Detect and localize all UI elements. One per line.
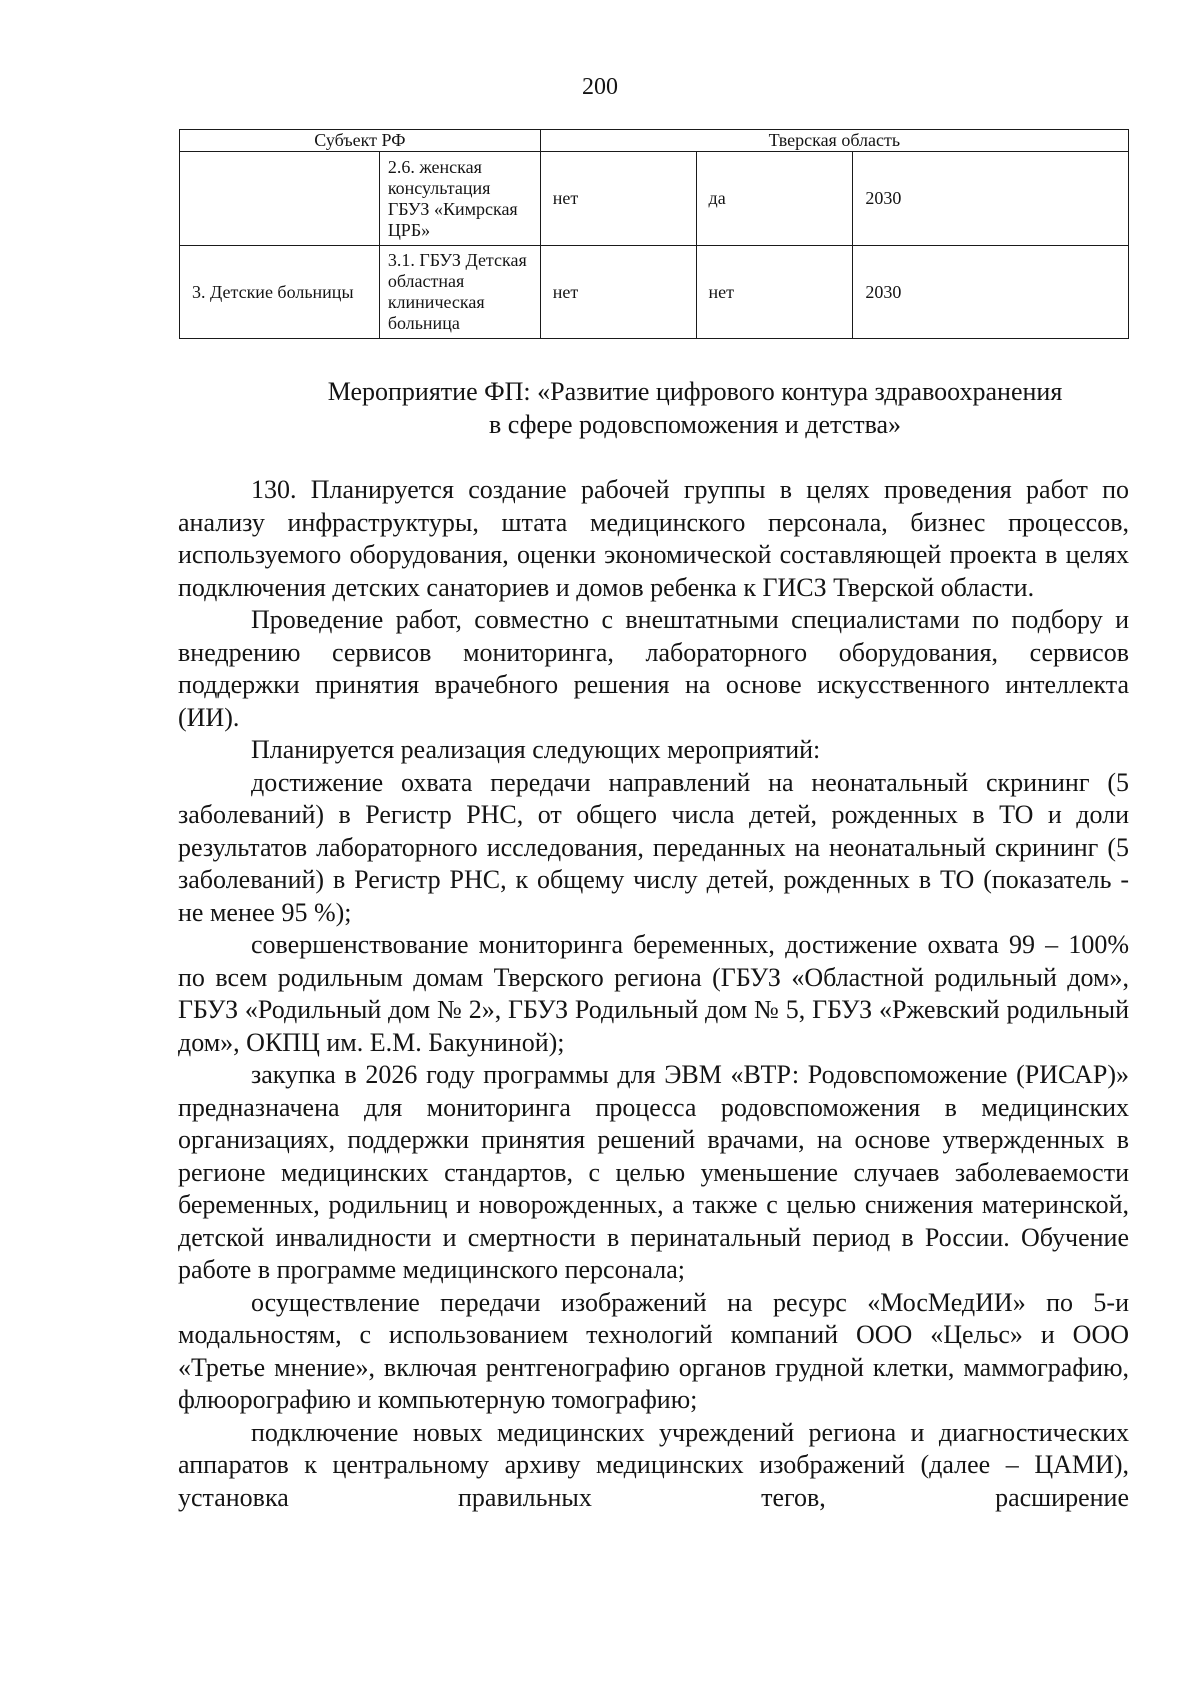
value-cell: нет — [540, 246, 696, 339]
value-cell: да — [696, 152, 853, 246]
paragraph: осуществление передачи изображений на ресурс «МосМедИИ» по 5-и модальностям, с использованием технологий компаний ООО «Цельс» и ООО «Третье мнение», включая рентгенографию органов грудной клетки, маммографию, флюорографию и компьютерную томографию; — [178, 1287, 1129, 1414]
value-cell: нет — [696, 246, 853, 339]
table-row — [180, 246, 1129, 339]
category-cell: 3. Детские больницы — [180, 246, 380, 339]
paragraph: Проведение работ, совместно с внештатными специалистами по подбору и внедрению сервисов мониторинга, лабораторного оборудования, сервисов поддержки принятия врачебного решения на основе искусственного интеллекта (ИИ). — [178, 605, 1129, 732]
paragraph: совершенствование мониторинга беременных, достижение охвата 99 – 100% по всем родильным домам Тверского региона (ГБУЗ «Областной родильный дом», ГБУЗ «Родильный дом № 2», ГБУЗ Родильный дом № 5, ГБУЗ «Ржевский родильный дом», ОКПЦ им. Е.М. Бакуниной); — [178, 930, 1129, 1057]
facility-table — [179, 129, 1129, 339]
section-title-line: в сфере родовспоможения и детства» — [488, 410, 902, 439]
section-title-line: Мероприятие ФП: «Развитие цифрового контура здравоохранения — [327, 377, 1063, 406]
paragraph: Планируется реализация следующих мероприятий: — [251, 735, 821, 764]
year-cell: 2030 — [853, 152, 1129, 246]
table-row — [180, 152, 1129, 246]
paragraph: достижение охвата передачи направлений на неонатальный скрининг (5 заболеваний) в Регистр РНС, от общего числа детей, рожденных в ТО и доли результатов лабораторного исследования, переданных на неонатальный скрининг (5 заболеваний) в Регистр РНС, к общему числу детей, рожденных в ТО (показатель - не менее 95 %); — [178, 767, 1129, 927]
year-cell: 2030 — [853, 246, 1129, 339]
subject-label-cell: Субъект РФ — [180, 130, 541, 152]
paragraph: закупка в 2026 году программы для ЭВМ «ВТР: Родовспоможение (РИСАР)» предназначена для мониторинга процесса родовспоможения в медицинских организациях, поддержки принятия решений врачами, на основе утвержденных в регионе медицинских стандартов, с целью уменьшение случаев заболеваемости беременных, родильниц и новорожденных, а также с целью снижения материнской, детской инвалидности и смертности в перинатальный период в России. Обучение работе в программе медицинского персонала; — [178, 1060, 1129, 1284]
page-number: 200 — [582, 74, 618, 100]
subject-value-cell: Тверская область — [540, 130, 1128, 152]
category-cell — [180, 152, 380, 246]
value-cell: нет — [540, 152, 696, 246]
section-title — [270, 375, 1120, 441]
paragraph: 130. Планируется создание рабочей группы в целях проведения работ по анализу инфраструктуры, штата медицинского персонала, бизнес процессов, используемого оборудования, оценки экономической составляющей проекта в целях подключения детских санаториев и домов ребенка к ГИСЗ Тверской области. — [178, 475, 1129, 602]
body-text — [178, 474, 1129, 1514]
table-header-row — [180, 130, 1129, 152]
institution-cell: 3.1. ГБУЗ Детская областная клиническая больница — [379, 246, 540, 339]
institution-cell: 2.6. женская консультация ГБУЗ «Кимрская ЦРБ» — [379, 152, 540, 246]
paragraph: подключение новых медицинских учреждений региона и диагностических аппаратов к центральному архиву медицинских изображений (далее – ЦАМИ), установка правильных тегов, расширение — [178, 1417, 1129, 1512]
